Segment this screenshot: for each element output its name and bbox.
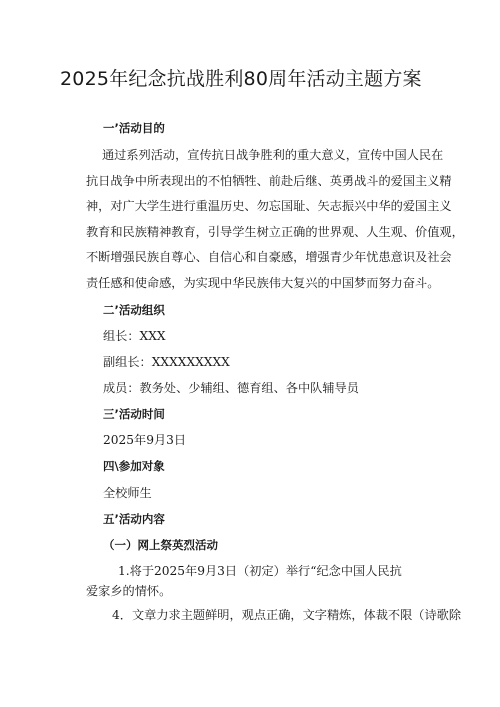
section-heading-content: 五’活动内容	[103, 512, 165, 526]
vice-leader-line: 副组长：XXXXXXXXX	[103, 355, 230, 369]
paragraph-line: 通过系列活动，宣传抗日战争胜利的重大意义，宣传中国人民在	[102, 148, 444, 162]
item4-line: 4．文章力求主题鲜明，观点正确，文字精炼，体裁不限（诗歌除	[112, 608, 462, 622]
section-heading-participants: 四\参加对象	[103, 459, 165, 473]
leader-line: 组长：XXX	[103, 329, 166, 343]
section-heading-organization: 二’活动组织	[103, 303, 165, 317]
item1-line2: 爱家乡的情怀。	[86, 584, 172, 598]
item1-line1: 1.将于2025年9月3日（初定）举行“纪念中国人民抗	[118, 564, 402, 578]
paragraph-line: 责任感和使命感，为实现中华民族伟大复兴的中国梦而努力奋斗。	[86, 275, 440, 290]
subsection-heading-online-tribute: （一）网上祭英烈活动	[103, 538, 218, 552]
document-title: 2025年纪念抗战胜利80周年活动主题方案	[60, 68, 422, 90]
paragraph-line: 不断增强民族自尊心、自信心和自豪感，增强青少年忧患意识及社会	[86, 250, 452, 264]
paragraph-line: 教育和民族精神教育，引导学生树立正确的世界观、人生观、价值观，	[86, 224, 464, 239]
paragraph-line: 抗日战争中所表现出的不怕牺牲、前赴后继、英勇战斗的爱国主义精	[86, 173, 452, 188]
date-line: 2025年9月3日	[103, 433, 187, 447]
section-heading-time: 三’活动时间	[103, 407, 165, 421]
paragraph-line: 神，对广大学生进行重温历史、勿忘国耻、矢志振兴中华的爱国主义	[86, 199, 452, 213]
participants-line: 全校师生	[103, 486, 152, 500]
section-heading-purpose: 一’活动目的	[103, 121, 165, 135]
purpose-paragraph	[86, 143, 464, 296]
members-line: 成员：教务处、少辅组、德育组、各中队辅导员	[103, 381, 359, 395]
